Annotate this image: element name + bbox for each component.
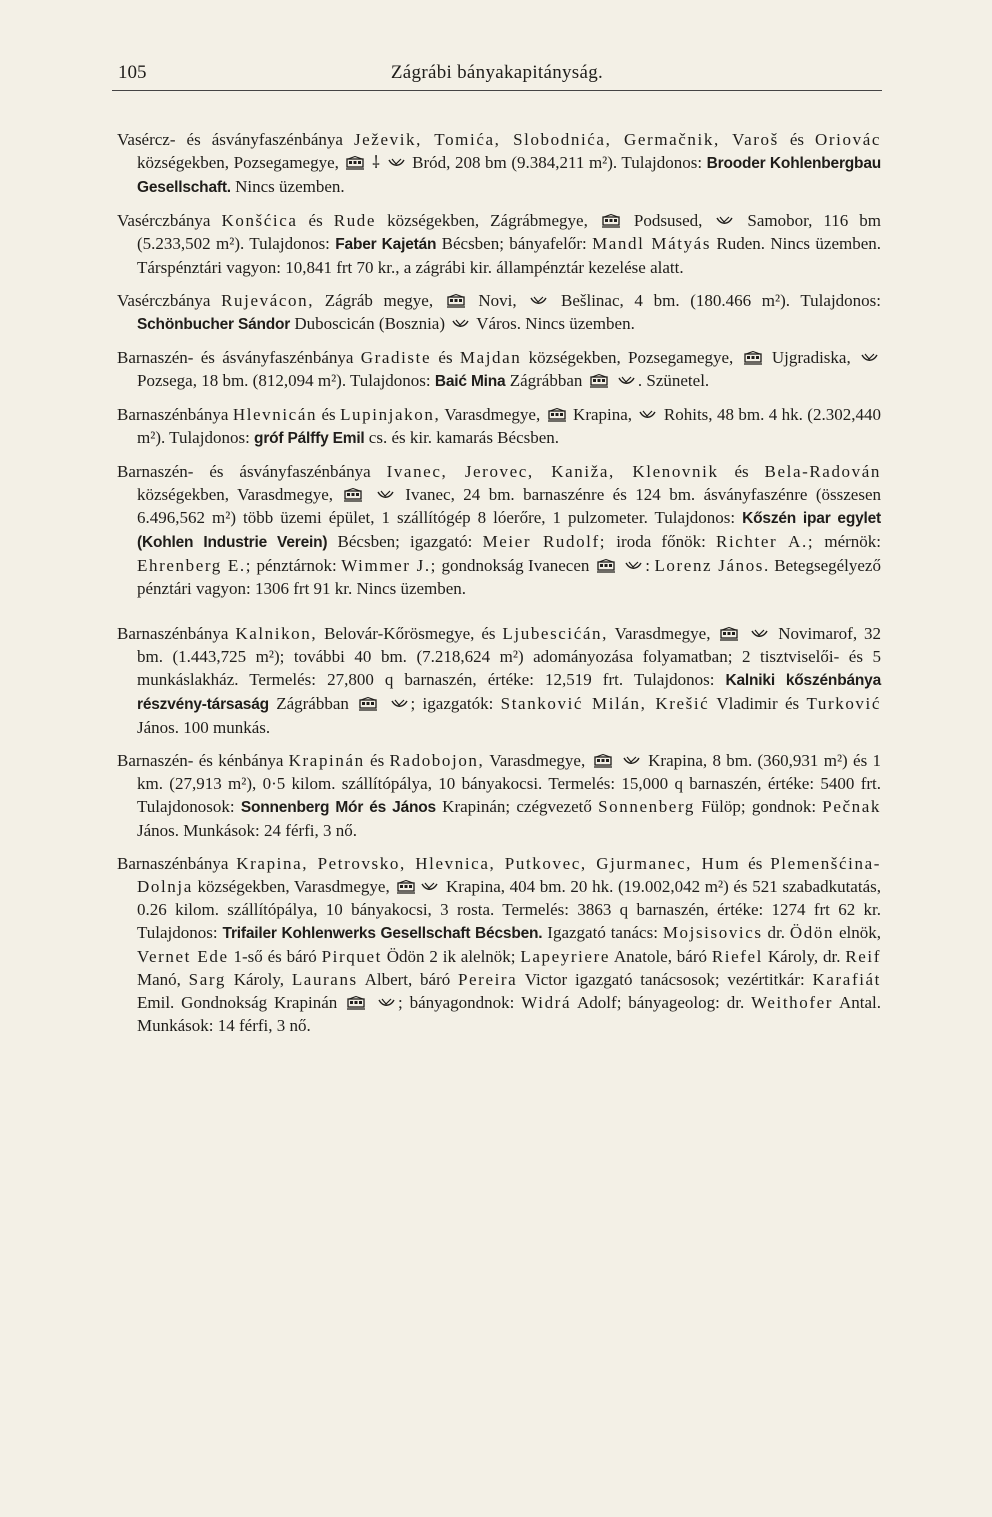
place-or-person-name: Widrá [521, 993, 572, 1012]
post-office-icon [639, 410, 656, 422]
entry-text: dr. [762, 923, 790, 942]
place-or-person-name: Riefel [711, 947, 763, 966]
owner-name: Schönbucher Sándor [137, 316, 291, 333]
entry-text: Bród, 208 bm (9.384,211 m²). Tulajdonos: [407, 153, 707, 172]
entry-text: Igazgató tanács: [542, 923, 663, 942]
entry-text: iroda főnök: [606, 532, 717, 551]
entry-text: községekben, Pozsegamegye, [137, 153, 344, 172]
entry-text: Vasérczbánya [117, 211, 222, 230]
place-or-person-name: Pereira [457, 970, 518, 989]
entry-text [368, 993, 375, 1012]
entry-text: Bécsben; igazgató: [327, 532, 483, 551]
place-or-person-name: Turković [806, 694, 882, 713]
place-or-person-name: Konšćica [221, 211, 298, 230]
owner-name: Kőszén ipar egylet (Kohlen Industrie Verein) [137, 510, 881, 551]
entry-text: községekben, Zágrábmegye, [376, 211, 599, 230]
entry-text: Novi, [467, 291, 528, 310]
entry-text: Anatole, báró [610, 947, 712, 966]
entry-text: és [297, 211, 334, 230]
entry-text: Zágráb megye, [314, 291, 444, 310]
owner-name: Baić Mina [434, 373, 506, 390]
post-office-icon [751, 629, 768, 641]
railway-station-icon [548, 408, 566, 422]
post-office-icon [452, 319, 469, 331]
entry-text: Barnaszénbánya [117, 405, 233, 424]
place-or-person-name: Rude [333, 211, 377, 230]
entry-text: és [718, 462, 765, 481]
place-or-person-name: Hlevnicán [232, 405, 318, 424]
entry-text: Varasdmegye, [440, 405, 545, 424]
railway-station-icon [602, 214, 620, 228]
entry-text: Ivanec, 24 bm. barnaszénre és 124 bm. ásványfaszénre (összesen 6.496,562 m²) több üzemi épület, 1 szállítógép 8 lóerőre, 1 pulzometer. Tulajdonos: [137, 485, 881, 527]
entry-text: Albert, báró [357, 970, 458, 989]
entry-text: községekben, Pozsegamegye, [521, 348, 741, 367]
owner-name: gróf Pálffy Emil [254, 430, 365, 447]
entry-text [741, 624, 748, 643]
entry-text: Barnaszén- és kénbánya [117, 751, 289, 770]
place-or-person-name: Lorenz János. [654, 556, 770, 575]
entry-text: Barnaszénbánya [117, 624, 236, 643]
owner-name: Trifailer Kohlenwerks Gesellschaft Bécsben. [222, 925, 543, 942]
entry-text [611, 371, 615, 390]
place-or-person-name: Lapeyriere [520, 947, 610, 966]
entry-text [618, 556, 622, 575]
entry-text: 1-ső és báró [228, 947, 322, 966]
railway-station-icon [590, 374, 608, 388]
entry-text: Ruden. Nincs üzemben. Társpénztári vagyon: 10,841 frt 70 kr., a zágrábi kir. állampénztár kezelése alatt. [137, 234, 882, 277]
mine-entry [117, 852, 881, 1037]
place-or-person-name: Plemenšćina-Dolnja [137, 854, 881, 896]
place-or-person-name: Reif [845, 947, 881, 966]
place-or-person-name: Sarg [188, 970, 226, 989]
place-or-person-name: Ehrenberg E.; [137, 556, 253, 575]
place-or-person-name: Wimmer J.; [341, 556, 437, 575]
entry-text: és [364, 751, 390, 770]
entry-text: Varasdmegye, [608, 624, 718, 643]
post-office-icon [625, 561, 642, 573]
entry-text: és [431, 348, 460, 367]
railway-station-icon [597, 559, 615, 573]
entry-text: községekben, Varasdmegye, [192, 877, 395, 896]
place-or-person-name: Sonnenberg [598, 797, 695, 816]
post-office-icon [623, 756, 640, 768]
place-or-person-name: Ödön [789, 923, 835, 942]
place-or-person-name: Pečnak [822, 797, 881, 816]
place-or-person-name: Ježevik, Tomića, Slobodnića, Germačnik, Varoš [353, 130, 779, 149]
entry-text: Ujgradiska, [764, 348, 858, 367]
entry-text: Adolf; bányageolog: dr. [571, 993, 752, 1012]
entry-text: Vasérczbánya [117, 291, 222, 310]
entry-text: gondnokság Ivanecen [437, 556, 594, 575]
place-or-person-name: Karafiát [812, 970, 881, 989]
entry-text: mérnök: [814, 532, 882, 551]
entry-text: Antal. Munkások: 14 férfi, 3 nő. [137, 993, 881, 1035]
place-or-person-name: Ivanec, Jerovec, Kaniža, Klenovnik [386, 462, 719, 481]
page-number: 105 [118, 62, 147, 83]
mine-entry [117, 289, 881, 336]
entry-text: és [317, 405, 341, 424]
entry-text: Belovár-Kőrösmegye, és [317, 624, 503, 643]
entry-text: Krapina, 8 bm. (360,931 m²) és 1 km. (27,913 m²), 0·5 kilom. szállítópálya, 10 bányakocsi. Termelés: 15,000 q barnaszén, értéke: 5400 frt. Tulajdonosok: [137, 751, 881, 816]
place-or-person-name: Mandl Mátyás [592, 234, 712, 253]
entry-text: Pozsega, 18 bm. (812,094 m²). Tulajdonos: [137, 371, 435, 390]
entry-text: és [778, 130, 816, 149]
post-office-icon [391, 699, 408, 711]
entry-text: ; igazgatók: [410, 694, 501, 713]
entry-text: ⸸ [367, 153, 385, 172]
entry-text: Nincs üzemben. [230, 177, 345, 196]
entry-text: pénztárnok: [252, 556, 342, 575]
post-office-icon [378, 998, 395, 1010]
entry-text: Vladimir és [709, 694, 807, 713]
entry-text: Bešlinac, 4 bm. (180.466 m²). Tulajdonos: [550, 291, 882, 310]
mine-entry [117, 460, 881, 600]
place-or-person-name: Gradiste [360, 348, 432, 367]
place-or-person-name: Richter A.; [716, 532, 815, 551]
owner-name: Kalniki kőszénbánya részvény-társaság [137, 672, 881, 713]
mine-entry [117, 622, 881, 739]
place-or-person-name: Meier Rudolf; [482, 532, 607, 551]
post-office-icon [377, 490, 394, 502]
railway-station-icon [744, 351, 762, 365]
entry-text: Rohits, 48 bm. 4 hk. (2.302,440 m²). Tulajdonos: [137, 405, 881, 447]
post-office-icon [388, 158, 405, 170]
entry-text: községekben, Varasdmegye, [137, 485, 342, 504]
railway-station-icon [359, 697, 377, 711]
place-or-person-name: Weithofer [751, 993, 834, 1012]
place-or-person-name: Oriovác [815, 130, 881, 149]
place-or-person-name: Laurans [291, 970, 358, 989]
entry-text: Krapina, [568, 405, 637, 424]
entry-text [365, 485, 373, 504]
entry-text: Bécsben; bányafelőr: [436, 234, 593, 253]
place-or-person-name: Krapinán [288, 751, 365, 770]
place-or-person-name: Krapina, Petrovsko, Hlevnica, Putkovec, Gjurmanec, Hum [236, 854, 741, 873]
mine-entry [117, 403, 881, 450]
place-or-person-name: Mojsisovics [662, 923, 763, 942]
entry-text: Ödön 2 ik alelnök; [381, 947, 521, 966]
mine-entry [117, 209, 881, 279]
place-or-person-name: Majdan [459, 348, 522, 367]
entry-text: Fülöp; gondnok: [695, 797, 823, 816]
entry-text: Zágrábban [268, 694, 357, 713]
entry-text: Podsused, [622, 211, 714, 230]
railway-station-icon [447, 294, 465, 308]
page-title: Zágrábi bányakapitányság. [390, 62, 604, 83]
railway-station-icon [397, 880, 415, 894]
post-office-icon [421, 882, 438, 894]
entry-text: Varasdmegye, [484, 751, 591, 770]
railway-station-icon [344, 488, 362, 502]
entry-text: és [740, 854, 771, 873]
place-or-person-name: Lupinjakon, [340, 405, 441, 424]
entry-text [380, 694, 387, 713]
place-or-person-name: Rujevácon, [221, 291, 315, 310]
place-or-person-name: Radobojon, [389, 751, 485, 770]
post-office-icon [716, 216, 733, 228]
railway-station-icon [346, 156, 364, 170]
entry-text: ; bányagondnok: [398, 993, 522, 1012]
entry-text: elnök, [834, 923, 881, 942]
mine-entry [117, 346, 881, 393]
mine-entry [117, 128, 881, 199]
post-office-icon [861, 353, 878, 365]
entry-text: Emil. Gondnokság Krapinán [137, 993, 345, 1012]
entry-text: Victor igazgató tanácsosok; vezértitkár: [517, 970, 813, 989]
page-header [112, 60, 882, 91]
entry-text: Krapinán; czégvezető [435, 797, 599, 816]
entry-text: : [645, 556, 655, 575]
entry-text: Város. Nincs üzemben. [472, 314, 635, 333]
place-or-person-name: Pirquet [321, 947, 382, 966]
railway-station-icon [594, 754, 612, 768]
railway-station-icon [347, 996, 365, 1010]
place-or-person-name: Bela-Radován [764, 462, 881, 481]
post-office-icon [618, 376, 635, 388]
mine-entry [117, 749, 881, 842]
place-or-person-name: Ljubescićán, [502, 624, 608, 643]
entry-text [615, 751, 620, 770]
entry-text: Manó, [137, 970, 189, 989]
entry-text: . Szünetel. [637, 371, 710, 390]
entry-text: Károly, [225, 970, 292, 989]
entry-text: Vasércz- és ásványfaszénbánya [117, 130, 354, 149]
place-or-person-name: Vernet Ede [137, 947, 229, 966]
entry-text: Károly, dr. [762, 947, 846, 966]
post-office-icon [530, 296, 547, 308]
railway-station-icon [720, 627, 738, 641]
entry-text: János. 100 munkás. [137, 718, 271, 737]
entry-text: Zágrábban [505, 371, 587, 390]
entry-text: Barnaszénbánya [117, 854, 237, 873]
owner-name: Sonnenberg Mór és János [240, 799, 436, 816]
entry-text: Novimarof, 32 bm. (1.443,725 m²); további 40 bm. (7.218,624 m²) adományozása folyamatban; 2 tisztviselői- és 5 munkáslakház. Termelés: 27,800 q barnaszén, értéke: 12,519 frt. Tulajdonos: [137, 624, 882, 689]
entry-text: Duboscicán (Bosznia) [290, 314, 450, 333]
entry-text: cs. és kir. kamarás Bécsben. [364, 428, 560, 447]
entry-text: Barnaszén- és ásványfaszénbánya [117, 348, 361, 367]
entry-text: Samobor, 116 bm (5.233,502 m²). Tulajdonos: [137, 211, 882, 253]
place-or-person-name: Stanković Milán, Krešić [500, 694, 710, 713]
entry-text: Krapina, 404 bm. 20 hk. (19.002,042 m²) és 521 szabadkutatás, 0.26 kilom. szállítópálya, 10 bányakocsi, 3 rosta. Termelés: 3863 q barnaszén, értéke: 1274 frt 62 kr. Tulajdonos: [137, 877, 881, 942]
entry-text: Betegsegélyező pénztári vagyon: 1306 frt 91 kr. Nincs üzemben. [137, 556, 881, 598]
owner-name: Faber Kajetán [335, 236, 437, 253]
entry-text: Barnaszén- és ásványfaszénbánya [117, 462, 387, 481]
entry-list [117, 128, 881, 1037]
place-or-person-name: Kalnikon, [235, 624, 318, 643]
owner-name: Brooder Kohlenbergbau Gesellschaft. [137, 155, 882, 196]
entry-text: János. Munkások: 24 férfi, 3 nő. [137, 821, 358, 840]
